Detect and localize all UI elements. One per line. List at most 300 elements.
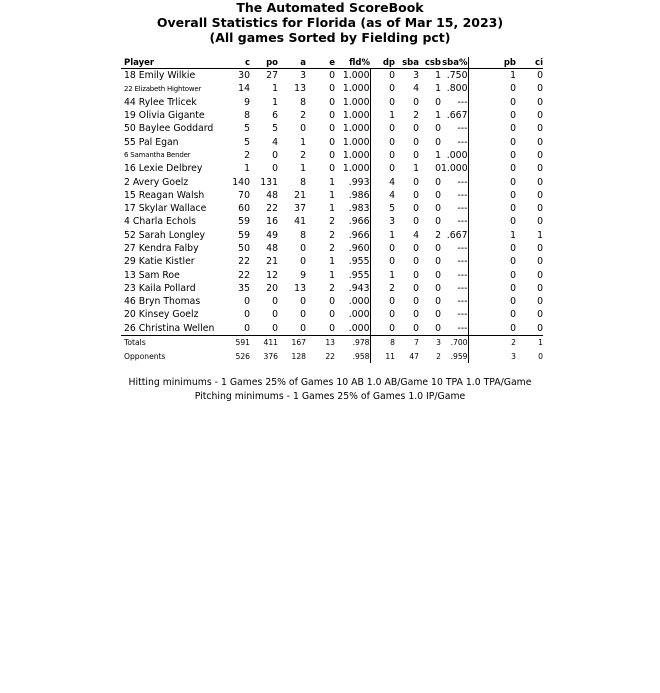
cell-pb: 0 — [510, 256, 516, 268]
cell-c: 9 — [244, 96, 250, 108]
cell-e: 2 — [329, 243, 335, 254]
cell-e: 1 — [329, 256, 335, 268]
hitting-minimums: Hitting minimums - 1 Games 25% of Games 10 AB 1.0 AB/Game 10 TPA 1.0 TPA/Game — [128, 377, 532, 388]
col-header-sba-pct: sba% — [442, 57, 468, 68]
player-row — [121, 229, 543, 242]
cell-sba-pct: --- — [457, 216, 468, 228]
cell-a: 167 — [291, 338, 306, 348]
cell-sba-pct: .000 — [446, 149, 468, 161]
player-row — [121, 202, 543, 215]
player-row — [121, 295, 543, 308]
cell-csb: 0 — [435, 163, 441, 175]
cell-po: 131 — [260, 176, 278, 188]
cell-sba: 0 — [413, 189, 419, 201]
cell-ci: 0 — [537, 243, 543, 254]
cell-sba: 2 — [413, 110, 419, 122]
cell-c: 59 — [238, 229, 250, 241]
cell-c: 5 — [244, 123, 250, 135]
cell-dp: 5 — [370, 202, 395, 215]
cell-e: 0 — [306, 322, 335, 336]
report-header — [0, 0, 660, 45]
cell-a: 8 — [300, 229, 306, 241]
cell-sba: 0 — [413, 136, 419, 148]
cell-ci: 0 — [537, 110, 543, 122]
cell-sba-pct: .667 — [446, 110, 468, 122]
cell-sba: 0 — [413, 282, 419, 294]
cell-player-name: 29 Katie Kistler — [124, 256, 195, 268]
cell-e: 0 — [329, 96, 335, 108]
cell-ci: 0 — [537, 123, 543, 135]
cell-po: 48 — [266, 243, 278, 254]
cell-c: 14 — [238, 83, 250, 95]
cell-a: 13 — [294, 282, 306, 294]
cell-e: 22 — [325, 351, 335, 361]
cell-a: 1 — [300, 136, 306, 148]
cell-csb: 3 — [436, 338, 441, 348]
cell-dp: 0 — [370, 322, 395, 336]
cell-ci: 0 — [537, 269, 543, 281]
cell-e: 2 — [329, 282, 335, 294]
cell-pb: 0 — [510, 243, 516, 254]
cell-ci: 0 — [516, 322, 543, 336]
cell-ci: 0 — [537, 282, 543, 294]
cell-sba: 0 — [413, 96, 419, 108]
cell-e: 0 — [329, 110, 335, 122]
cell-player-name: 44 Rylee Trlicek — [124, 96, 197, 108]
cell-sba: 0 — [413, 149, 419, 161]
player-row — [121, 135, 543, 148]
cell-pb: 0 — [510, 83, 516, 95]
player-row — [121, 96, 543, 109]
cell-csb: 1 — [435, 70, 441, 82]
cell-pb: 0 — [510, 110, 516, 122]
totals-row — [121, 349, 543, 363]
cell-c: 2 — [244, 149, 250, 161]
cell-dp: 0 — [370, 255, 395, 268]
cell-a: 128 — [291, 351, 306, 361]
cell-e: 1 — [329, 269, 335, 281]
cell-ci: 0 — [537, 189, 543, 201]
cell-csb: 0 — [435, 123, 441, 135]
cell-pb: 0 — [494, 322, 516, 336]
report-title: The Automated ScoreBook — [236, 0, 424, 15]
cell-c: 59 — [238, 216, 250, 228]
cell-po: 6 — [272, 110, 278, 122]
cell-sba: 0 — [413, 176, 419, 188]
cell-csb: 0 — [435, 256, 441, 268]
player-row — [121, 175, 543, 188]
cell-fld-pct: 1.000 — [342, 123, 370, 135]
cell-sba: 4 — [413, 229, 419, 241]
cell-po: 16 — [266, 216, 278, 228]
cell-c: 8 — [244, 110, 250, 122]
cell-dp: 0 — [370, 82, 395, 95]
cell-dp: 11 — [370, 349, 395, 363]
cell-po: 0 — [250, 322, 278, 336]
cell-pb: 0 — [510, 296, 516, 308]
cell-sba-pct: --- — [457, 189, 468, 201]
player-row — [121, 109, 543, 122]
cell-a: 13 — [294, 83, 306, 95]
cell-po: 49 — [266, 229, 278, 241]
cell-sba: 0 — [413, 123, 419, 135]
cell-fld-pct: 1.000 — [342, 149, 370, 161]
cell-pb: 0 — [510, 176, 516, 188]
cell-c: 526 — [235, 351, 250, 361]
cell-player-name: 4 Charla Echols — [124, 216, 197, 228]
cell-csb: 1 — [435, 83, 441, 95]
cell-pb: 0 — [510, 282, 516, 294]
cell-po: 20 — [266, 282, 278, 294]
cell-pb: 3 — [511, 351, 516, 361]
cell-sba-pct: --- — [457, 296, 468, 308]
cell-fld-pct: .943 — [348, 282, 370, 294]
cell-player-name: Totals — [124, 338, 146, 348]
totals-row — [121, 335, 543, 349]
cell-sba-pct: --- — [457, 269, 468, 281]
col-header-csb: csb — [419, 57, 441, 69]
cell-sba: 0 — [413, 296, 419, 308]
cell-sba: 1 — [413, 163, 419, 175]
cell-fld-pct: .983 — [348, 203, 370, 215]
cell-c: 0 — [222, 322, 250, 336]
cell-player-name: 27 Kendra Falby — [124, 243, 199, 254]
cell-player-name: 26 Christina Wellen — [121, 322, 222, 336]
cell-csb: 0 — [435, 269, 441, 281]
cell-e: 1 — [329, 176, 335, 188]
player-row — [121, 322, 543, 336]
cell-po: 12 — [266, 269, 278, 281]
cell-csb: 0 — [435, 96, 441, 108]
cell-a: 8 — [300, 176, 306, 188]
cell-fld-pct: .000 — [348, 309, 370, 321]
cell-ci: 0 — [537, 136, 543, 148]
cell-player-name: 20 Kinsey Goelz — [124, 309, 199, 321]
cell-sba-pct: --- — [457, 256, 468, 268]
cell-pb: 2 — [511, 338, 516, 348]
cell-pb: 0 — [510, 189, 516, 201]
cell-sba-pct: --- — [457, 136, 468, 148]
player-row — [121, 242, 543, 255]
cell-csb: 0 — [435, 203, 441, 215]
cell-fld-pct: .955 — [348, 269, 370, 281]
cell-dp: 0 — [370, 242, 395, 255]
col-header-e: e — [306, 57, 335, 69]
player-row — [121, 149, 543, 162]
cell-fld-pct: .000 — [335, 322, 370, 336]
cell-po: 5 — [272, 123, 278, 135]
cell-csb: 0 — [435, 176, 441, 188]
cell-sba-pct: .667 — [446, 229, 468, 241]
total-rows — [121, 335, 543, 363]
cell-ci: 1 — [538, 338, 543, 348]
col-header-dp: dp — [370, 57, 395, 69]
cell-a: 0 — [300, 243, 306, 254]
cell-a: 1 — [300, 163, 306, 175]
player-row — [121, 255, 543, 268]
cell-c: 591 — [235, 338, 250, 348]
player-rows — [121, 69, 543, 336]
cell-pb: 0 — [510, 269, 516, 281]
cell-e: 2 — [329, 216, 335, 228]
cell-dp: 1 — [370, 109, 395, 122]
cell-csb: 2 — [435, 229, 441, 241]
cell-fld-pct: .993 — [348, 176, 370, 188]
cell-player-name: 17 Skylar Wallace — [124, 203, 207, 215]
cell-sba: 0 — [413, 243, 419, 254]
cell-c: 0 — [244, 296, 250, 308]
report-subtitle: Overall Statistics for Florida (as of Mar 15, 2023) — [156, 15, 504, 30]
cell-dp: 4 — [370, 175, 395, 188]
cell-ci: 0 — [538, 351, 543, 361]
cell-sba-pct: --- — [457, 203, 468, 215]
cell-sba: 0 — [413, 203, 419, 215]
cell-a: 2 — [300, 110, 306, 122]
cell-po: 0 — [272, 149, 278, 161]
cell-dp: 0 — [370, 122, 395, 135]
cell-fld-pct: .960 — [348, 243, 370, 254]
cell-po: 4 — [272, 136, 278, 148]
player-row — [121, 122, 543, 135]
cell-a: 8 — [300, 96, 306, 108]
cell-pb: 0 — [510, 216, 516, 228]
cell-sba: 7 — [414, 338, 419, 348]
cell-dp: 2 — [370, 282, 395, 295]
cell-e: 2 — [329, 229, 335, 241]
player-row — [121, 82, 543, 95]
cell-dp: 0 — [370, 308, 395, 321]
cell-e: 0 — [329, 149, 335, 161]
cell-dp: 0 — [370, 69, 395, 83]
report-sort-note: (All games Sorted by Fielding pct) — [209, 30, 451, 45]
cell-e: 1 — [329, 189, 335, 201]
cell-fld-pct: 1.000 — [342, 163, 370, 175]
cell-e: 13 — [325, 338, 335, 348]
cell-fld-pct: .958 — [352, 351, 370, 361]
cell-ci: 0 — [537, 83, 543, 95]
cell-sba: 0 — [413, 309, 419, 321]
cell-pb: 0 — [510, 123, 516, 135]
cell-sba-pct: --- — [457, 176, 468, 188]
cell-csb: 0 — [435, 309, 441, 321]
cell-sba-pct: .800 — [446, 83, 468, 95]
cell-po: 21 — [266, 256, 278, 268]
cell-ci: 0 — [537, 70, 543, 82]
cell-dp: 1 — [370, 268, 395, 281]
cell-player-name: 55 Pal Egan — [124, 136, 179, 148]
cell-ci: 0 — [537, 163, 543, 175]
col-header-player: Player — [121, 57, 222, 69]
cell-po: 411 — [263, 338, 278, 348]
cell-dp: 0 — [370, 135, 395, 148]
cell-a: 2 — [300, 149, 306, 161]
player-row — [121, 308, 543, 321]
cell-fld-pct: .955 — [348, 256, 370, 268]
cell-e: 0 — [329, 83, 335, 95]
cell-pb: 0 — [510, 96, 516, 108]
cell-a: 0 — [278, 322, 306, 336]
cell-sba-pct: --- — [441, 322, 468, 336]
pitching-minimums: Pitching minimums - 1 Games 25% of Games 1.0 IP/Game — [194, 391, 466, 402]
cell-e: 0 — [329, 70, 335, 82]
cell-dp: 4 — [370, 189, 395, 202]
col-header-fld-pct: fld% — [335, 57, 370, 69]
cell-sba-pct: .750 — [446, 70, 468, 82]
cell-c: 22 — [238, 269, 250, 281]
cell-dp: 3 — [370, 215, 395, 228]
cell-c: 50 — [238, 243, 250, 254]
cell-sba: 0 — [413, 269, 419, 281]
cell-dp: 8 — [370, 335, 395, 349]
cell-e: 0 — [329, 296, 335, 308]
cell-sba: 47 — [409, 351, 419, 361]
cell-dp: 0 — [370, 149, 395, 162]
cell-sba-pct: .959 — [450, 351, 468, 361]
cell-player-name: Opponents — [124, 351, 166, 361]
cell-fld-pct: 1.000 — [342, 96, 370, 108]
player-row — [121, 189, 543, 202]
player-row — [121, 282, 543, 295]
cell-po: 1 — [272, 96, 278, 108]
cell-csb: 2 — [436, 351, 441, 361]
cell-c: 35 — [238, 282, 250, 294]
cell-player-name: 18 Emily Wilkie — [124, 70, 196, 82]
cell-player-name: 19 Olivia Gigante — [124, 110, 205, 122]
cell-a: 37 — [294, 203, 306, 215]
table-header-row — [121, 57, 543, 69]
cell-po: 1 — [272, 83, 278, 95]
cell-csb: 0 — [435, 243, 441, 254]
cell-player-name: 46 Bryn Thomas — [124, 296, 201, 308]
cell-ci: 0 — [537, 176, 543, 188]
cell-po: 0 — [272, 163, 278, 175]
cell-po: 0 — [272, 296, 278, 308]
cell-csb: 0 — [435, 136, 441, 148]
cell-ci: 0 — [537, 149, 543, 161]
cell-c: 30 — [238, 70, 250, 82]
cell-c: 70 — [238, 189, 250, 201]
cell-csb: 0 — [435, 296, 441, 308]
cell-csb: 0 — [419, 322, 441, 336]
player-row — [121, 215, 543, 228]
cell-c: 0 — [244, 309, 250, 321]
cell-ci: 0 — [537, 203, 543, 215]
cell-po: 27 — [266, 70, 278, 82]
cell-sba: 0 — [395, 322, 419, 336]
cell-c: 5 — [244, 136, 250, 148]
cell-e: 0 — [329, 136, 335, 148]
cell-dp: 1 — [370, 229, 395, 242]
cell-csb: 0 — [435, 282, 441, 294]
cell-csb: 1 — [435, 110, 441, 122]
cell-sba-pct: --- — [457, 282, 468, 294]
cell-pb: 0 — [510, 203, 516, 215]
cell-po: 48 — [266, 189, 278, 201]
cell-player-name: 22 Elizabeth Hightower — [124, 84, 202, 93]
cell-dp: 0 — [370, 162, 395, 175]
cell-pb: 0 — [510, 136, 516, 148]
cell-dp: 0 — [370, 96, 395, 109]
cell-po: 376 — [263, 351, 278, 361]
cell-sba-pct: --- — [457, 96, 468, 108]
cell-a: 0 — [300, 123, 306, 135]
cell-pb: 0 — [510, 309, 516, 321]
cell-fld-pct: .978 — [352, 338, 370, 348]
cell-po: 22 — [266, 203, 278, 215]
cell-c: 60 — [238, 203, 250, 215]
cell-pb: 0 — [510, 149, 516, 161]
cell-e: 1 — [329, 203, 335, 215]
cell-csb: 0 — [435, 216, 441, 228]
cell-a: 21 — [294, 189, 306, 201]
player-row — [121, 69, 543, 83]
cell-player-name: 6 Samantha Bender — [124, 151, 191, 160]
cell-fld-pct: .986 — [348, 189, 370, 201]
cell-ci: 1 — [537, 229, 543, 241]
cell-fld-pct: 1.000 — [342, 83, 370, 95]
cell-player-name: 2 Avery Goelz — [124, 176, 189, 188]
cell-e: 0 — [329, 123, 335, 135]
cell-a: 9 — [300, 269, 306, 281]
col-header-sba: sba — [395, 57, 419, 69]
col-header-po: po — [250, 57, 278, 69]
cell-dp: 0 — [370, 295, 395, 308]
cell-sba: 0 — [413, 256, 419, 268]
cell-fld-pct: 1.000 — [342, 70, 370, 82]
cell-player-name: 50 Baylee Goddard — [124, 123, 214, 135]
player-row — [121, 268, 543, 281]
col-header-c: c — [222, 57, 250, 69]
cell-fld-pct: .966 — [348, 229, 370, 241]
cell-c: 22 — [238, 256, 250, 268]
cell-ci: 0 — [537, 309, 543, 321]
player-row — [121, 162, 543, 175]
cell-ci: 0 — [537, 256, 543, 268]
cell-player-name: 13 Sam Roe — [124, 269, 180, 281]
cell-sba-pct: --- — [457, 309, 468, 321]
cell-a: 41 — [294, 216, 306, 228]
cell-a: 3 — [300, 70, 306, 82]
cell-c: 1 — [244, 163, 250, 175]
cell-pb: 1 — [510, 229, 516, 241]
cell-fld-pct: .966 — [348, 216, 370, 228]
cell-sba: 0 — [413, 216, 419, 228]
cell-pb: 1 — [510, 70, 516, 82]
cell-e: 0 — [329, 309, 335, 321]
cell-sba-pct: --- — [457, 243, 468, 254]
cell-e: 0 — [329, 163, 335, 175]
cell-a: 0 — [300, 256, 306, 268]
cell-ci: 0 — [537, 296, 543, 308]
cell-pb: 0 — [510, 163, 516, 175]
col-header-pb: pb — [494, 57, 516, 69]
cell-sba: 3 — [413, 70, 419, 82]
cell-a: 0 — [300, 296, 306, 308]
fielding-stats-table — [121, 57, 543, 363]
col-header-ci: ci — [516, 57, 543, 69]
cell-c: 140 — [232, 176, 250, 188]
cell-player-name: 15 Reagan Walsh — [124, 189, 205, 201]
cell-ci: 0 — [537, 96, 543, 108]
cell-csb: 1 — [435, 149, 441, 161]
cell-sba: 4 — [413, 83, 419, 95]
cell-sba-pct: .700 — [450, 338, 468, 348]
cell-player-name: 23 Kaila Pollard — [124, 282, 196, 294]
cell-sba-pct: 1.000 — [441, 163, 468, 175]
cell-fld-pct: .000 — [348, 296, 370, 308]
cell-fld-pct: 1.000 — [342, 110, 370, 122]
cell-csb: 0 — [435, 189, 441, 201]
